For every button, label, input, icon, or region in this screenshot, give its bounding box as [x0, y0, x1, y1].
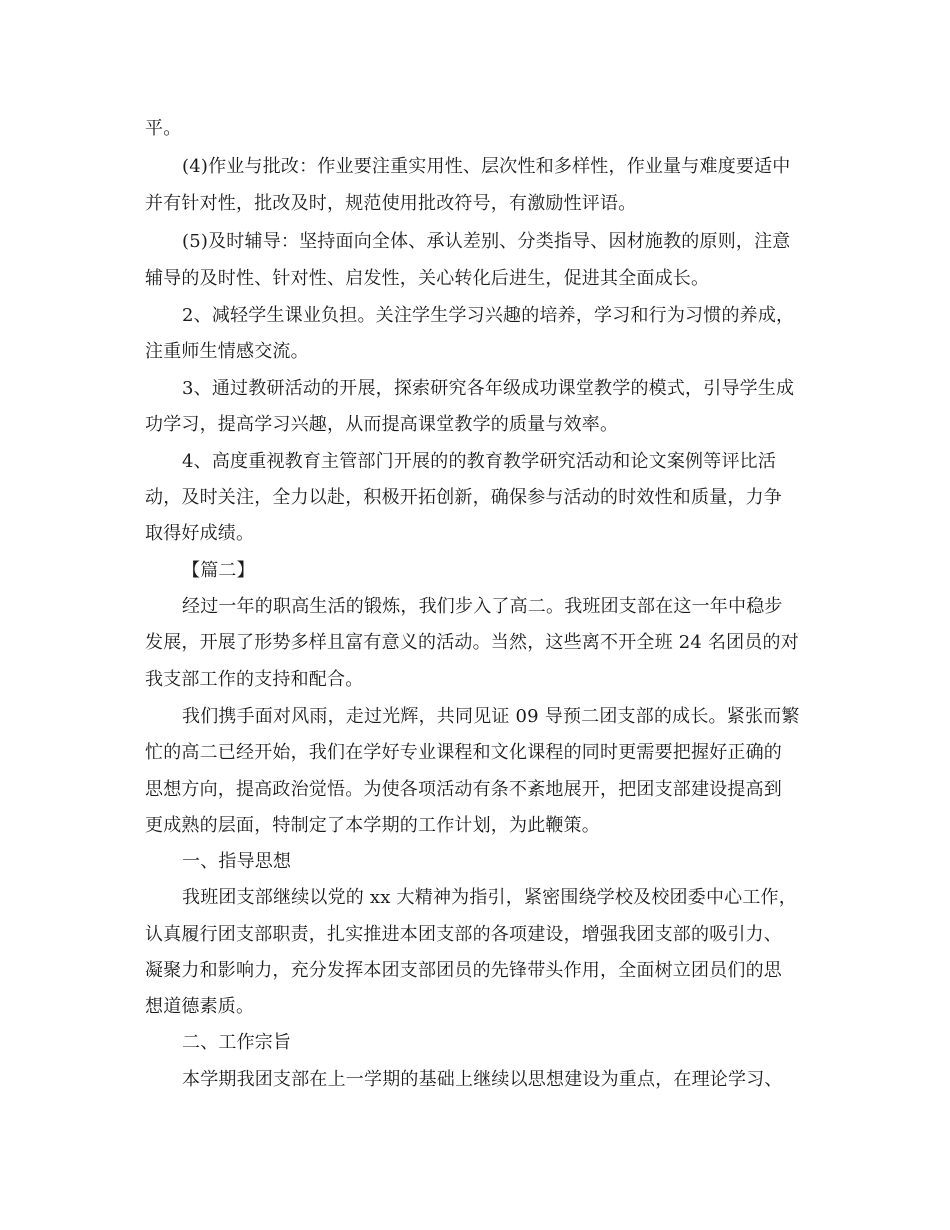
text-line: 2、减轻学生课业负担。关注学生学习兴趣的培养，学习和行为习惯的养成，: [182, 305, 795, 326]
section-heading: 一、指导思想: [182, 851, 292, 872]
section-heading: 【篇二】: [182, 560, 255, 581]
text-line: 取得好成绩。: [145, 523, 255, 544]
text-line: 3、通过教研活动的开展，探索研究各年级成功课堂教学的模式，引导学生成: [182, 378, 795, 399]
text-line: 动，及时关注，全力以赴，积极开拓创新，确保参与活动的时效性和质量，力争: [145, 487, 782, 508]
text-line: (4)作业与批改：作业要注重实用性、层次性和多样性，作业量与难度要适中: [182, 156, 791, 177]
text-line: 更成熟的层面，特制定了本学期的工作计划，为此鞭策。: [145, 815, 600, 836]
text-line: 我们携手面对风雨，走过光辉，共同见证 09 导预二团支部的成长。紧张而繁: [182, 706, 800, 727]
text-line: 我支部工作的支持和配合。: [145, 669, 364, 690]
section-heading: 二、工作宗旨: [182, 1032, 292, 1053]
text-line: 发展，开展了形势多样且富有意义的活动。当然，这些离不开全班 24 名团员的对: [145, 632, 799, 653]
text-line: 功学习，提高学习兴趣，从而提高课堂教学的质量与效率。: [145, 414, 619, 435]
text-line: (5)及时辅导：坚持面向全体、承认差别、分类指导、因材施教的原则，注意: [182, 231, 791, 252]
text-line: 辅导的及时性、针对性、启发性，关心转化后进生，促进其全面成长。: [145, 268, 710, 289]
text-line: 本学期我团支部在上一学期的基础上继续以思想建设为重点，在理论学习、: [182, 1069, 783, 1090]
text-line: 认真履行团支部职责，扎实推进本团支部的各项建设，增强我团支部的吸引力、: [145, 924, 782, 945]
text-line: 凝聚力和影响力，充分发挥本团支部团员的先锋带头作用，全面树立团员们的思: [145, 960, 782, 981]
text-line: 我班团支部继续以党的 xx 大精神为指引，紧密围绕学校及校团委中心工作，: [182, 887, 797, 908]
text-line: 4、高度重视教育主管部门开展的的教育教学研究活动和论文案例等评比活: [182, 451, 777, 472]
text-line: 平。: [145, 118, 182, 139]
text-line: 经过一年的职高生活的锻炼，我们步入了高二。我班团支部在这一年中稳步: [182, 596, 783, 617]
text-line: 注重师生情感交流。: [145, 341, 309, 362]
text-line: 并有针对性，批改及时，规范使用批改符号，有激励性评语。: [145, 193, 637, 214]
text-line: 想道德素质。: [145, 996, 255, 1017]
text-line: 忙的高二已经开始，我们在学好专业课程和文化课程的同时更需要把握好正确的: [145, 742, 782, 763]
text-line: 思想方向，提高政治觉悟。为使各项活动有条不紊地展开，把团支部建设提高到: [145, 779, 782, 800]
